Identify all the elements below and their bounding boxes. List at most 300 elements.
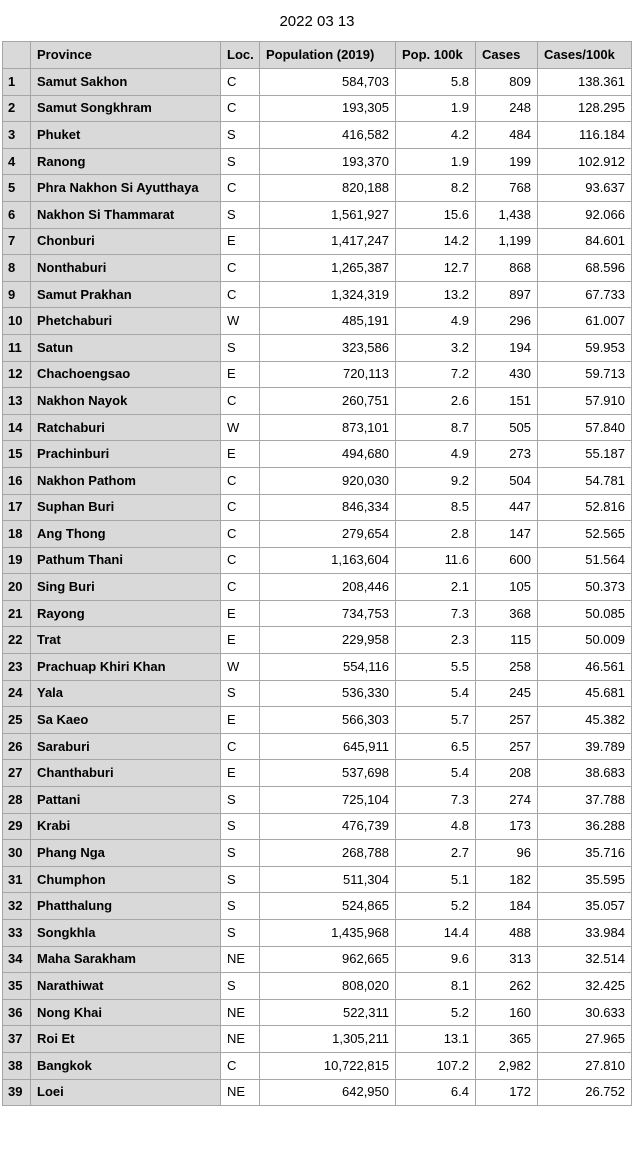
province-name-cell: Samut Sakhon	[31, 69, 221, 96]
location-code-cell: S	[221, 893, 260, 920]
location-code-cell: E	[221, 361, 260, 388]
cases-cell: 768	[476, 175, 538, 202]
pop-100k-cell: 7.2	[396, 361, 476, 388]
pop-100k-cell: 8.1	[396, 973, 476, 1000]
table-row	[3, 547, 632, 574]
population-cell: 323,586	[260, 334, 396, 361]
province-name-cell: Nong Khai	[31, 999, 221, 1026]
province-name-cell: Sa Kaeo	[31, 707, 221, 734]
table-row	[3, 999, 632, 1026]
cases-per-100k-cell: 27.810	[538, 1052, 632, 1079]
province-name-cell: Pathum Thani	[31, 547, 221, 574]
row-index-cell: 19	[3, 547, 31, 574]
population-cell: 416,582	[260, 122, 396, 149]
cases-cell: 368	[476, 600, 538, 627]
province-name-cell: Maha Sarakham	[31, 946, 221, 973]
location-code-cell: NE	[221, 946, 260, 973]
cases-per-100k-cell: 50.373	[538, 574, 632, 601]
province-name-cell: Samut Prakhan	[31, 281, 221, 308]
cases-per-100k-cell: 35.595	[538, 866, 632, 893]
row-index-cell: 12	[3, 361, 31, 388]
table-row	[3, 122, 632, 149]
cases-per-100k-cell: 138.361	[538, 69, 632, 96]
population-cell: 1,265,387	[260, 255, 396, 282]
row-index-cell: 37	[3, 1026, 31, 1053]
row-index-cell: 16	[3, 467, 31, 494]
cases-cell: 173	[476, 813, 538, 840]
row-index-cell: 17	[3, 494, 31, 521]
location-code-cell: C	[221, 521, 260, 548]
table-row	[3, 148, 632, 175]
cases-per-100k-cell: 37.788	[538, 787, 632, 814]
province-table	[2, 41, 632, 1106]
cases-per-100k-cell: 59.713	[538, 361, 632, 388]
table-row	[3, 627, 632, 654]
cases-cell: 897	[476, 281, 538, 308]
cases-per-100k-cell: 102.912	[538, 148, 632, 175]
pop-100k-cell: 13.2	[396, 281, 476, 308]
pop-100k-cell: 7.3	[396, 600, 476, 627]
cases-cell: 151	[476, 388, 538, 415]
row-index-cell: 5	[3, 175, 31, 202]
table-row	[3, 175, 632, 202]
cases-cell: 809	[476, 69, 538, 96]
population-cell: 476,739	[260, 813, 396, 840]
cases-cell: 274	[476, 787, 538, 814]
table-row	[3, 95, 632, 122]
location-code-cell: S	[221, 122, 260, 149]
pop-100k-cell: 5.4	[396, 760, 476, 787]
location-code-cell: W	[221, 308, 260, 335]
table-row	[3, 281, 632, 308]
row-index-cell: 33	[3, 920, 31, 947]
pop-100k-cell: 13.1	[396, 1026, 476, 1053]
row-index-cell: 7	[3, 228, 31, 255]
cases-per-100k-cell: 59.953	[538, 334, 632, 361]
population-cell: 229,958	[260, 627, 396, 654]
cases-cell: 182	[476, 866, 538, 893]
table-row	[3, 69, 632, 96]
cases-cell: 505	[476, 414, 538, 441]
population-cell: 193,305	[260, 95, 396, 122]
pop-100k-cell: 5.5	[396, 654, 476, 681]
pop-100k-cell: 4.2	[396, 122, 476, 149]
pop-100k-cell: 2.3	[396, 627, 476, 654]
row-index-cell: 11	[3, 334, 31, 361]
location-code-cell: S	[221, 787, 260, 814]
province-name-cell: Nakhon Nayok	[31, 388, 221, 415]
cases-per-100k-cell: 27.965	[538, 1026, 632, 1053]
cases-cell: 96	[476, 840, 538, 867]
province-name-cell: Nonthaburi	[31, 255, 221, 282]
population-cell: 524,865	[260, 893, 396, 920]
row-index-cell: 25	[3, 707, 31, 734]
cases-cell: 147	[476, 521, 538, 548]
cases-per-100k-cell: 45.382	[538, 707, 632, 734]
province-name-cell: Roi Et	[31, 1026, 221, 1053]
pop-100k-cell: 6.5	[396, 733, 476, 760]
cases-per-100k-cell: 54.781	[538, 467, 632, 494]
location-code-cell: S	[221, 920, 260, 947]
pop-100k-cell: 12.7	[396, 255, 476, 282]
cases-per-100k-cell: 52.565	[538, 521, 632, 548]
location-code-cell: C	[221, 69, 260, 96]
population-cell: 511,304	[260, 866, 396, 893]
province-name-cell: Narathiwat	[31, 973, 221, 1000]
pop-100k-cell: 5.8	[396, 69, 476, 96]
pop-100k-cell: 4.9	[396, 441, 476, 468]
cases-cell: 184	[476, 893, 538, 920]
row-index-cell: 20	[3, 574, 31, 601]
row-index-cell: 32	[3, 893, 31, 920]
row-index-cell: 24	[3, 680, 31, 707]
population-cell: 820,188	[260, 175, 396, 202]
pop-100k-cell: 2.7	[396, 840, 476, 867]
province-name-cell: Rayong	[31, 600, 221, 627]
pop-100k-cell: 11.6	[396, 547, 476, 574]
cases-per-100k-cell: 38.683	[538, 760, 632, 787]
province-name-cell: Nakhon Si Thammarat	[31, 201, 221, 228]
location-code-cell: S	[221, 148, 260, 175]
province-name-cell: Chonburi	[31, 228, 221, 255]
pop-100k-cell: 5.2	[396, 893, 476, 920]
row-index-cell: 21	[3, 600, 31, 627]
cases-per-100k-cell: 30.633	[538, 999, 632, 1026]
pop-100k-cell: 107.2	[396, 1052, 476, 1079]
cases-cell: 2,982	[476, 1052, 538, 1079]
table-row	[3, 707, 632, 734]
cases-per-100k-cell: 50.085	[538, 600, 632, 627]
table-row	[3, 334, 632, 361]
population-cell: 260,751	[260, 388, 396, 415]
cases-per-100k-cell: 128.295	[538, 95, 632, 122]
cases-per-100k-cell: 61.007	[538, 308, 632, 335]
population-cell: 485,191	[260, 308, 396, 335]
table-row	[3, 866, 632, 893]
pop-100k-cell: 6.4	[396, 1079, 476, 1106]
column-header-cases: Cases	[476, 42, 538, 69]
table-row	[3, 201, 632, 228]
population-cell: 808,020	[260, 973, 396, 1000]
cases-per-100k-cell: 50.009	[538, 627, 632, 654]
province-name-cell: Phatthalung	[31, 893, 221, 920]
population-cell: 536,330	[260, 680, 396, 707]
cases-per-100k-cell: 51.564	[538, 547, 632, 574]
population-cell: 584,703	[260, 69, 396, 96]
table-row	[3, 893, 632, 920]
cases-cell: 273	[476, 441, 538, 468]
pop-100k-cell: 2.8	[396, 521, 476, 548]
pop-100k-cell: 5.1	[396, 866, 476, 893]
pop-100k-cell: 15.6	[396, 201, 476, 228]
location-code-cell: C	[221, 255, 260, 282]
pop-100k-cell: 14.2	[396, 228, 476, 255]
cases-cell: 105	[476, 574, 538, 601]
cases-per-100k-cell: 92.066	[538, 201, 632, 228]
province-name-cell: Chanthaburi	[31, 760, 221, 787]
population-cell: 1,163,604	[260, 547, 396, 574]
pop-100k-cell: 5.7	[396, 707, 476, 734]
province-name-cell: Pattani	[31, 787, 221, 814]
column-header-location: Loc.	[221, 42, 260, 69]
location-code-cell: S	[221, 840, 260, 867]
cases-per-100k-cell: 32.514	[538, 946, 632, 973]
row-index-cell: 2	[3, 95, 31, 122]
row-index-cell: 3	[3, 122, 31, 149]
cases-per-100k-cell: 57.840	[538, 414, 632, 441]
column-header-population: Population (2019)	[260, 42, 396, 69]
column-header-index	[3, 42, 31, 69]
cases-per-100k-cell: 57.910	[538, 388, 632, 415]
pop-100k-cell: 1.9	[396, 95, 476, 122]
cases-per-100k-cell: 67.733	[538, 281, 632, 308]
province-name-cell: Ranong	[31, 148, 221, 175]
province-name-cell: Chumphon	[31, 866, 221, 893]
province-name-cell: Phang Nga	[31, 840, 221, 867]
cases-per-100k-cell: 35.057	[538, 893, 632, 920]
cases-cell: 160	[476, 999, 538, 1026]
location-code-cell: C	[221, 574, 260, 601]
cases-per-100k-cell: 116.184	[538, 122, 632, 149]
pop-100k-cell: 8.7	[396, 414, 476, 441]
table-row	[3, 946, 632, 973]
table-row	[3, 388, 632, 415]
table-row	[3, 920, 632, 947]
pop-100k-cell: 8.2	[396, 175, 476, 202]
cases-per-100k-cell: 93.637	[538, 175, 632, 202]
pop-100k-cell: 2.6	[396, 388, 476, 415]
population-cell: 193,370	[260, 148, 396, 175]
location-code-cell: S	[221, 813, 260, 840]
row-index-cell: 13	[3, 388, 31, 415]
row-index-cell: 35	[3, 973, 31, 1000]
population-cell: 554,116	[260, 654, 396, 681]
table-row	[3, 733, 632, 760]
location-code-cell: S	[221, 866, 260, 893]
population-cell: 873,101	[260, 414, 396, 441]
row-index-cell: 38	[3, 1052, 31, 1079]
population-cell: 279,654	[260, 521, 396, 548]
cases-cell: 258	[476, 654, 538, 681]
province-name-cell: Sing Buri	[31, 574, 221, 601]
row-index-cell: 36	[3, 999, 31, 1026]
cases-cell: 248	[476, 95, 538, 122]
table-row	[3, 521, 632, 548]
cases-per-100k-cell: 36.288	[538, 813, 632, 840]
location-code-cell: S	[221, 973, 260, 1000]
province-name-cell: Phetchaburi	[31, 308, 221, 335]
cases-per-100k-cell: 39.789	[538, 733, 632, 760]
pop-100k-cell: 3.2	[396, 334, 476, 361]
cases-per-100k-cell: 33.984	[538, 920, 632, 947]
pop-100k-cell: 5.2	[396, 999, 476, 1026]
table-row	[3, 255, 632, 282]
location-code-cell: C	[221, 547, 260, 574]
cases-cell: 447	[476, 494, 538, 521]
location-code-cell: C	[221, 175, 260, 202]
location-code-cell: E	[221, 228, 260, 255]
province-name-cell: Songkhla	[31, 920, 221, 947]
cases-cell: 365	[476, 1026, 538, 1053]
province-name-cell: Phuket	[31, 122, 221, 149]
population-cell: 920,030	[260, 467, 396, 494]
province-name-cell: Ratchaburi	[31, 414, 221, 441]
population-cell: 734,753	[260, 600, 396, 627]
province-name-cell: Saraburi	[31, 733, 221, 760]
location-code-cell: NE	[221, 999, 260, 1026]
table-row	[3, 467, 632, 494]
cases-cell: 600	[476, 547, 538, 574]
cases-per-100k-cell: 35.716	[538, 840, 632, 867]
location-code-cell: C	[221, 281, 260, 308]
table-row	[3, 574, 632, 601]
population-cell: 1,561,927	[260, 201, 396, 228]
location-code-cell: S	[221, 680, 260, 707]
population-cell: 1,324,319	[260, 281, 396, 308]
cases-per-100k-cell: 52.816	[538, 494, 632, 521]
cases-cell: 504	[476, 467, 538, 494]
row-index-cell: 27	[3, 760, 31, 787]
pop-100k-cell: 9.2	[396, 467, 476, 494]
location-code-cell: E	[221, 760, 260, 787]
location-code-cell: S	[221, 334, 260, 361]
location-code-cell: NE	[221, 1026, 260, 1053]
table-row	[3, 654, 632, 681]
cases-cell: 257	[476, 707, 538, 734]
row-index-cell: 22	[3, 627, 31, 654]
population-cell: 962,665	[260, 946, 396, 973]
row-index-cell: 9	[3, 281, 31, 308]
cases-cell: 1,199	[476, 228, 538, 255]
pop-100k-cell: 4.8	[396, 813, 476, 840]
pop-100k-cell: 8.5	[396, 494, 476, 521]
cases-cell: 313	[476, 946, 538, 973]
table-row	[3, 600, 632, 627]
pop-100k-cell: 9.6	[396, 946, 476, 973]
table-row	[3, 308, 632, 335]
table-row	[3, 787, 632, 814]
cases-cell: 484	[476, 122, 538, 149]
population-cell: 537,698	[260, 760, 396, 787]
row-index-cell: 18	[3, 521, 31, 548]
row-index-cell: 6	[3, 201, 31, 228]
population-cell: 268,788	[260, 840, 396, 867]
province-name-cell: Krabi	[31, 813, 221, 840]
cases-cell: 199	[476, 148, 538, 175]
province-name-cell: Trat	[31, 627, 221, 654]
row-index-cell: 1	[3, 69, 31, 96]
row-index-cell: 31	[3, 866, 31, 893]
pop-100k-cell: 5.4	[396, 680, 476, 707]
pop-100k-cell: 7.3	[396, 787, 476, 814]
pop-100k-cell: 1.9	[396, 148, 476, 175]
population-cell: 1,417,247	[260, 228, 396, 255]
location-code-cell: W	[221, 414, 260, 441]
row-index-cell: 4	[3, 148, 31, 175]
province-name-cell: Bangkok	[31, 1052, 221, 1079]
cases-cell: 430	[476, 361, 538, 388]
cases-per-100k-cell: 68.596	[538, 255, 632, 282]
location-code-cell: C	[221, 1052, 260, 1079]
location-code-cell: E	[221, 707, 260, 734]
row-index-cell: 10	[3, 308, 31, 335]
row-index-cell: 26	[3, 733, 31, 760]
cases-cell: 115	[476, 627, 538, 654]
province-name-cell: Ang Thong	[31, 521, 221, 548]
cases-cell: 296	[476, 308, 538, 335]
location-code-cell: W	[221, 654, 260, 681]
table-body	[3, 69, 632, 1106]
cases-cell: 488	[476, 920, 538, 947]
location-code-cell: NE	[221, 1079, 260, 1106]
cases-cell: 194	[476, 334, 538, 361]
row-index-cell: 29	[3, 813, 31, 840]
province-name-cell: Prachinburi	[31, 441, 221, 468]
pop-100k-cell: 4.9	[396, 308, 476, 335]
population-cell: 1,305,211	[260, 1026, 396, 1053]
table-row	[3, 494, 632, 521]
row-index-cell: 28	[3, 787, 31, 814]
cases-per-100k-cell: 46.561	[538, 654, 632, 681]
province-name-cell: Phra Nakhon Si Ayutthaya	[31, 175, 221, 202]
province-name-cell: Samut Songkhram	[31, 95, 221, 122]
population-cell: 208,446	[260, 574, 396, 601]
population-cell: 642,950	[260, 1079, 396, 1106]
table-row	[3, 1026, 632, 1053]
table-row	[3, 361, 632, 388]
row-index-cell: 23	[3, 654, 31, 681]
column-header-pop-100k: Pop. 100k	[396, 42, 476, 69]
table-row	[3, 441, 632, 468]
cases-cell: 172	[476, 1079, 538, 1106]
population-cell: 566,303	[260, 707, 396, 734]
province-name-cell: Nakhon Pathom	[31, 467, 221, 494]
table-row	[3, 1079, 632, 1106]
column-header-cases-per-100k: Cases/100k	[538, 42, 632, 69]
row-index-cell: 15	[3, 441, 31, 468]
location-code-cell: C	[221, 95, 260, 122]
population-cell: 1,435,968	[260, 920, 396, 947]
location-code-cell: E	[221, 441, 260, 468]
table-row	[3, 760, 632, 787]
location-code-cell: C	[221, 388, 260, 415]
location-code-cell: C	[221, 733, 260, 760]
location-code-cell: E	[221, 627, 260, 654]
cases-cell: 262	[476, 973, 538, 1000]
population-cell: 522,311	[260, 999, 396, 1026]
cases-per-100k-cell: 55.187	[538, 441, 632, 468]
location-code-cell: S	[221, 201, 260, 228]
table-row	[3, 840, 632, 867]
table-row	[3, 813, 632, 840]
province-name-cell: Yala	[31, 680, 221, 707]
cases-per-100k-cell: 26.752	[538, 1079, 632, 1106]
location-code-cell: E	[221, 600, 260, 627]
row-index-cell: 14	[3, 414, 31, 441]
cases-cell: 208	[476, 760, 538, 787]
row-index-cell: 34	[3, 946, 31, 973]
table-row	[3, 680, 632, 707]
column-header-province: Province	[31, 42, 221, 69]
pop-100k-cell: 14.4	[396, 920, 476, 947]
population-cell: 720,113	[260, 361, 396, 388]
province-name-cell: Satun	[31, 334, 221, 361]
population-cell: 10,722,815	[260, 1052, 396, 1079]
cases-cell: 245	[476, 680, 538, 707]
header-row	[3, 42, 632, 69]
cases-per-100k-cell: 32.425	[538, 973, 632, 1000]
table-row	[3, 1052, 632, 1079]
